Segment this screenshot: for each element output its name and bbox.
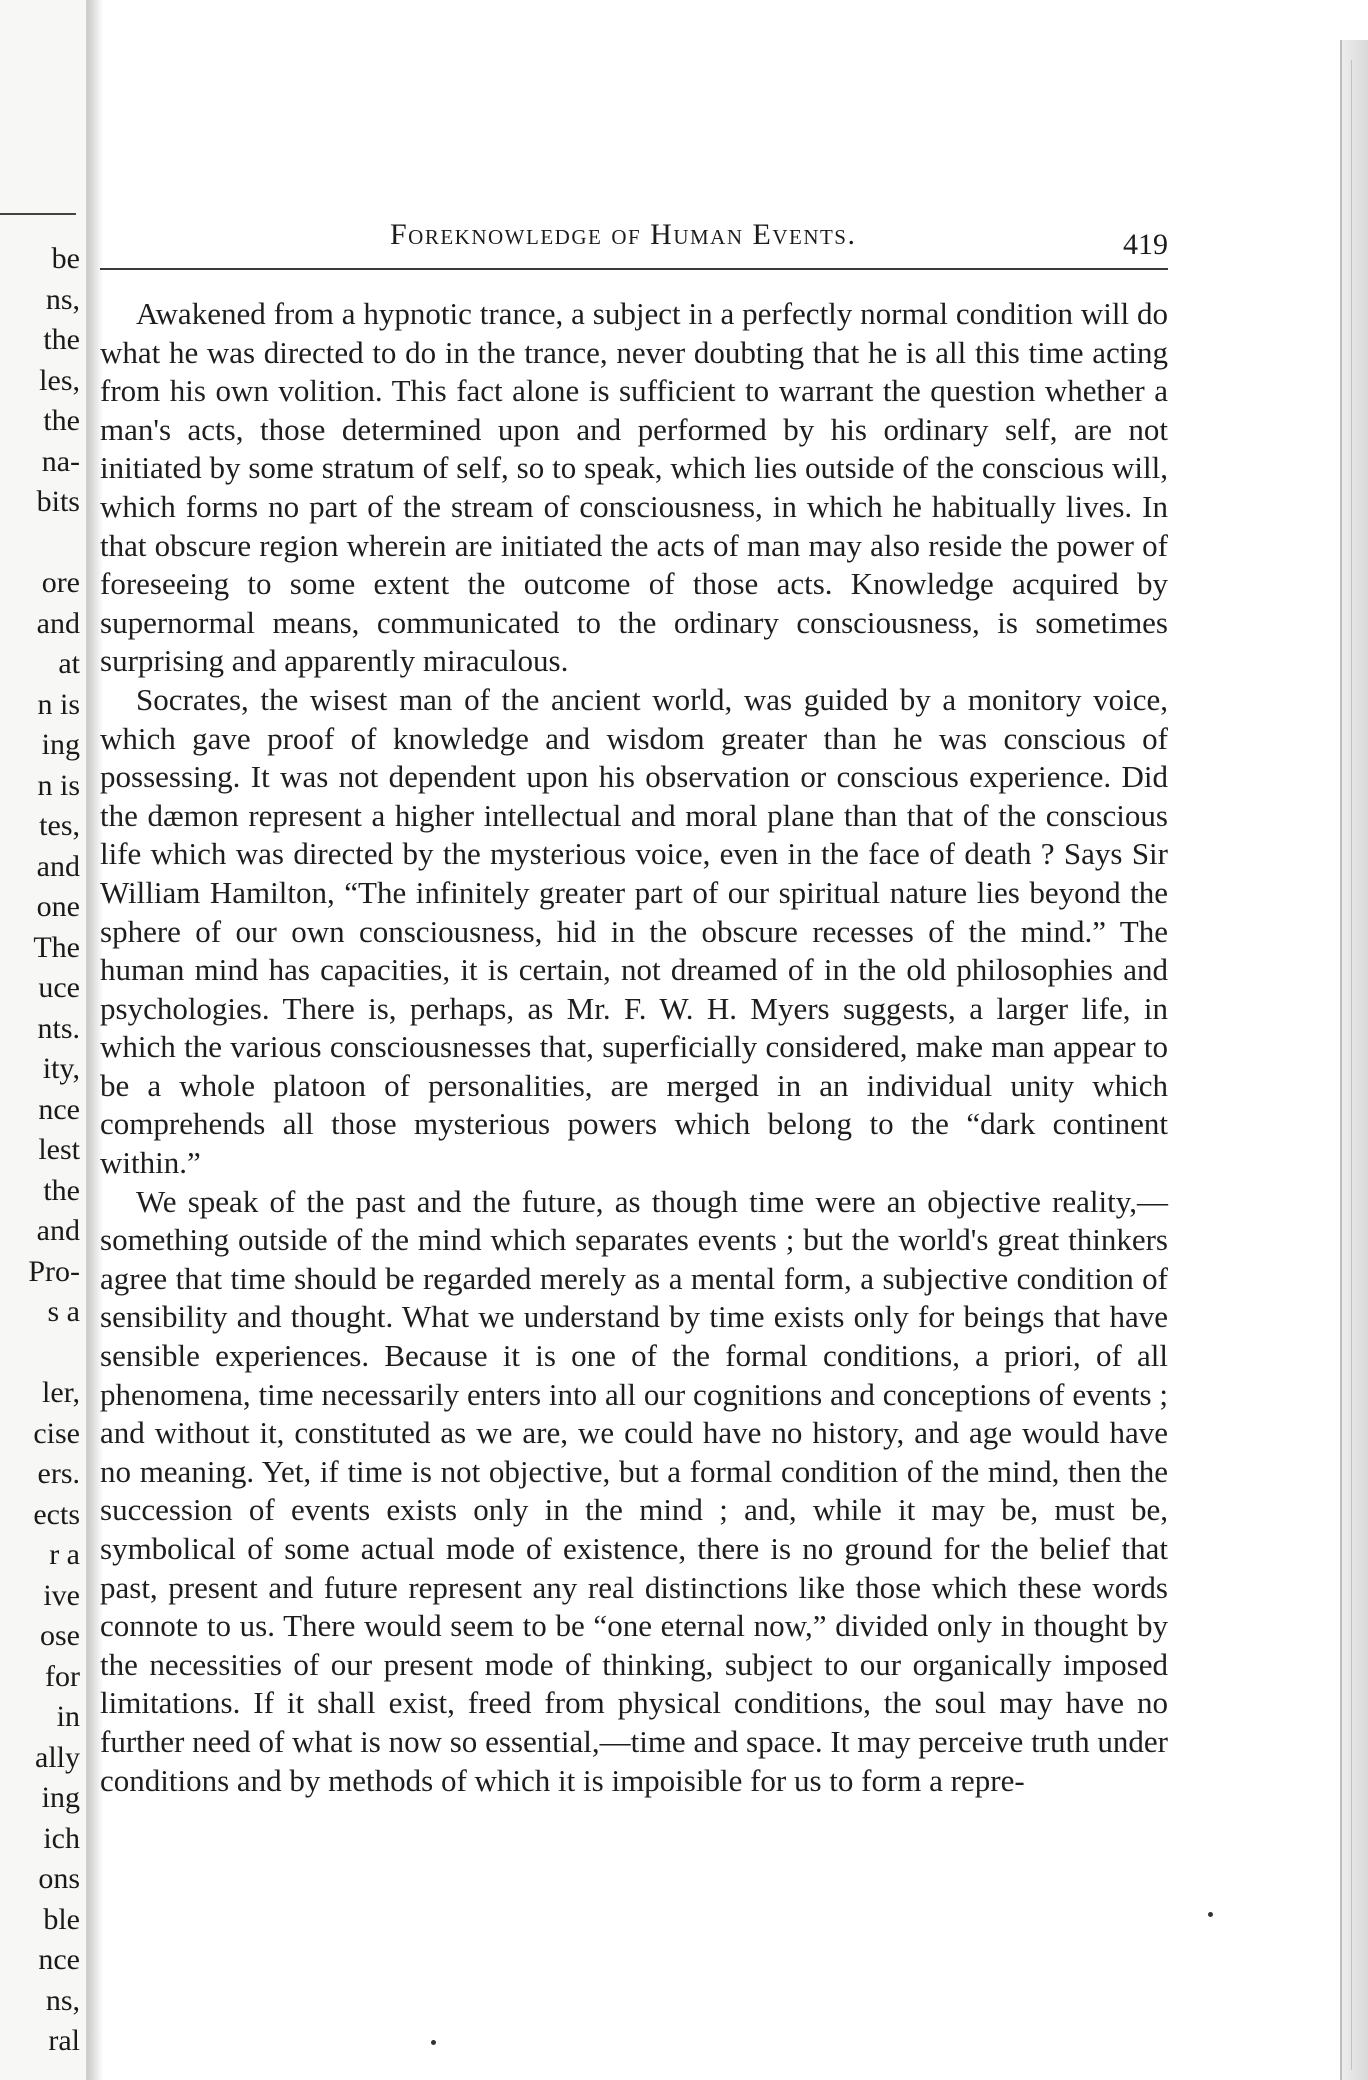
running-title: Foreknowledge of Human Events. <box>390 218 857 251</box>
print-speck <box>1208 1912 1213 1917</box>
previous-page-fragment: one <box>36 890 80 923</box>
previous-page-fragment: ral <box>48 2024 80 2057</box>
previous-page-fragment: n is <box>37 768 80 802</box>
previous-page-fragment: les, <box>39 363 80 397</box>
previous-page-fragment: ore <box>41 566 80 599</box>
previous-page-fragment: and <box>36 606 80 640</box>
page-number: 419 <box>1123 228 1168 261</box>
previous-page-fragment: lest <box>38 1133 80 1166</box>
previous-page-fragment: tes, <box>39 809 80 842</box>
previous-page-fragment: ing <box>41 1781 80 1814</box>
previous-page-fragment: the <box>43 1173 80 1207</box>
previous-page-fragment: ns, <box>45 282 80 316</box>
previous-page-fragment: ers. <box>37 1457 80 1490</box>
previous-page-fragment: in <box>56 1700 80 1733</box>
previous-page-fragment: ects <box>33 1497 80 1531</box>
previous-page-fragment: ons <box>38 1862 80 1895</box>
previous-page-fragment: at <box>58 647 80 680</box>
previous-page-fragment: nce <box>38 1092 80 1126</box>
previous-page-fragment: ing <box>41 728 80 761</box>
running-head <box>100 200 1168 260</box>
previous-page-fragment: for <box>45 1659 80 1693</box>
previous-page-fragment: ich <box>43 1821 80 1855</box>
previous-page-fragment: nts. <box>37 1011 80 1045</box>
previous-page-fragment: r a <box>49 1538 80 1571</box>
previous-page-fragment: Pro- <box>28 1254 80 1288</box>
previous-page-fragment: and <box>36 1214 80 1247</box>
previous-page-fragment: ally <box>35 1740 80 1774</box>
print-speck <box>431 2040 436 2045</box>
paragraph: We speak of the past and the future, as though time were an objective reality,—something outside of the mind which separates events ; but the world's great thinkers agree that time should be regarded merely as a mental form, a subjective condition of sensibility and thought. What we understand by time exists only for beings that have sensible experiences. Because it is one of the formal conditions, a priori, of all phenomena, time necessarily enters into all our cognitions and conceptions of events ; and without it, constituted as we are, we could have no history, and age would have no meaning. Yet, if time is not objective, but a formal condition of the mind, then the succession of events exists only in the mind ; and, while it may be, must be, symbolical of some actual mode of existence, there is no ground for the belief that past, present and future represent any real distinctions like those which these words connote to us. There would seem to be “one eternal now,” divided only in thought by the necessities of our present mode of thinking, subject to our organically imposed limitations. If it shall exist, freed from physical conditions, the soul may have no further need of what is now so essential,—time and space. It may perceive truth under conditions and by methods of which it is impoisible for us to form a repre- <box>100 1183 1168 1798</box>
page <box>100 200 1168 1798</box>
header-rule <box>100 268 1168 270</box>
previous-page-fragment: the <box>43 323 80 356</box>
previous-page-fragment: na- <box>41 444 80 478</box>
previous-page-fragment: ns, <box>45 1983 80 2017</box>
previous-page-fragment: be <box>51 242 80 275</box>
previous-page-fragment: The <box>33 930 80 964</box>
previous-page-fragment: ble <box>43 1902 80 1936</box>
previous-page-fragment: and <box>36 849 80 883</box>
previous-page-edge <box>0 0 89 2080</box>
previous-page-fragment: s a <box>47 1295 80 1328</box>
page-edge-line <box>1351 60 1352 2070</box>
previous-page-fragment: n is <box>37 687 80 721</box>
previous-page-fragment: ive <box>43 1578 80 1612</box>
previous-page-fragment: nce <box>38 1943 80 1976</box>
body-text <box>100 295 1168 1800</box>
previous-page-fragment: ose <box>40 1619 80 1652</box>
paragraph: Socrates, the wisest man of the ancient world, was guided by a monitory voice, which gave proof of knowledge and wisdom greater than he was conscious of possessing. It was not dependent upon his observation or conscious experience. Did the dæmon represent a higher intellectual and moral plane than that of the conscious life which was directed by the mysterious voice, even in the face of death ? Says Sir William Hamilton, “The infinitely greater part of our spiritual nature lies beyond the sphere of our own consciousness, hid in the obscure recesses of the mind.” The human mind has capacities, it is certain, not dreamed of in the old philosophies and psychologies. There is, perhaps, as Mr. F. W. H. Myers suggests, a larger life, in which the various consciousnesses that, superficially considered, make man appear to be a whole platoon of personalities, are merged in an individual unity which comprehends all those mysterious powers which belong to the “dark continent within.” <box>100 681 1168 1181</box>
previous-page-fragment: uce <box>38 971 80 1004</box>
previous-page-fragment: ity, <box>42 1052 80 1085</box>
previous-page-fragment: bits <box>36 485 80 518</box>
right-page-edge <box>1340 40 1368 2080</box>
previous-page-fragment: cise <box>33 1416 80 1450</box>
previous-page-fragment: ler, <box>42 1376 80 1409</box>
previous-page-fragment: the <box>43 404 80 437</box>
paragraph: Awakened from a hypnotic trance, a subject in a perfectly normal condition will do what he was directed to do in the trance, never doubting that he is all this time acting from his own volition. This fact alone is sufficient to warrant the question whether a man's acts, those determined upon and performed by his ordinary self, are not initiated by some stratum of self, so to speak, which lies outside of the conscious will, which forms no part of the stream of consciousness, in which he habitually lives. In that obscure region wherein are initiated the acts of man may also reside the power of foreseeing to some extent the outcome of those acts. Knowledge acquired by supernormal means, communicated to the ordinary consciousness, is sometimes surprising and apparently miraculous. <box>100 296 1168 679</box>
previous-page-rule <box>0 213 76 215</box>
